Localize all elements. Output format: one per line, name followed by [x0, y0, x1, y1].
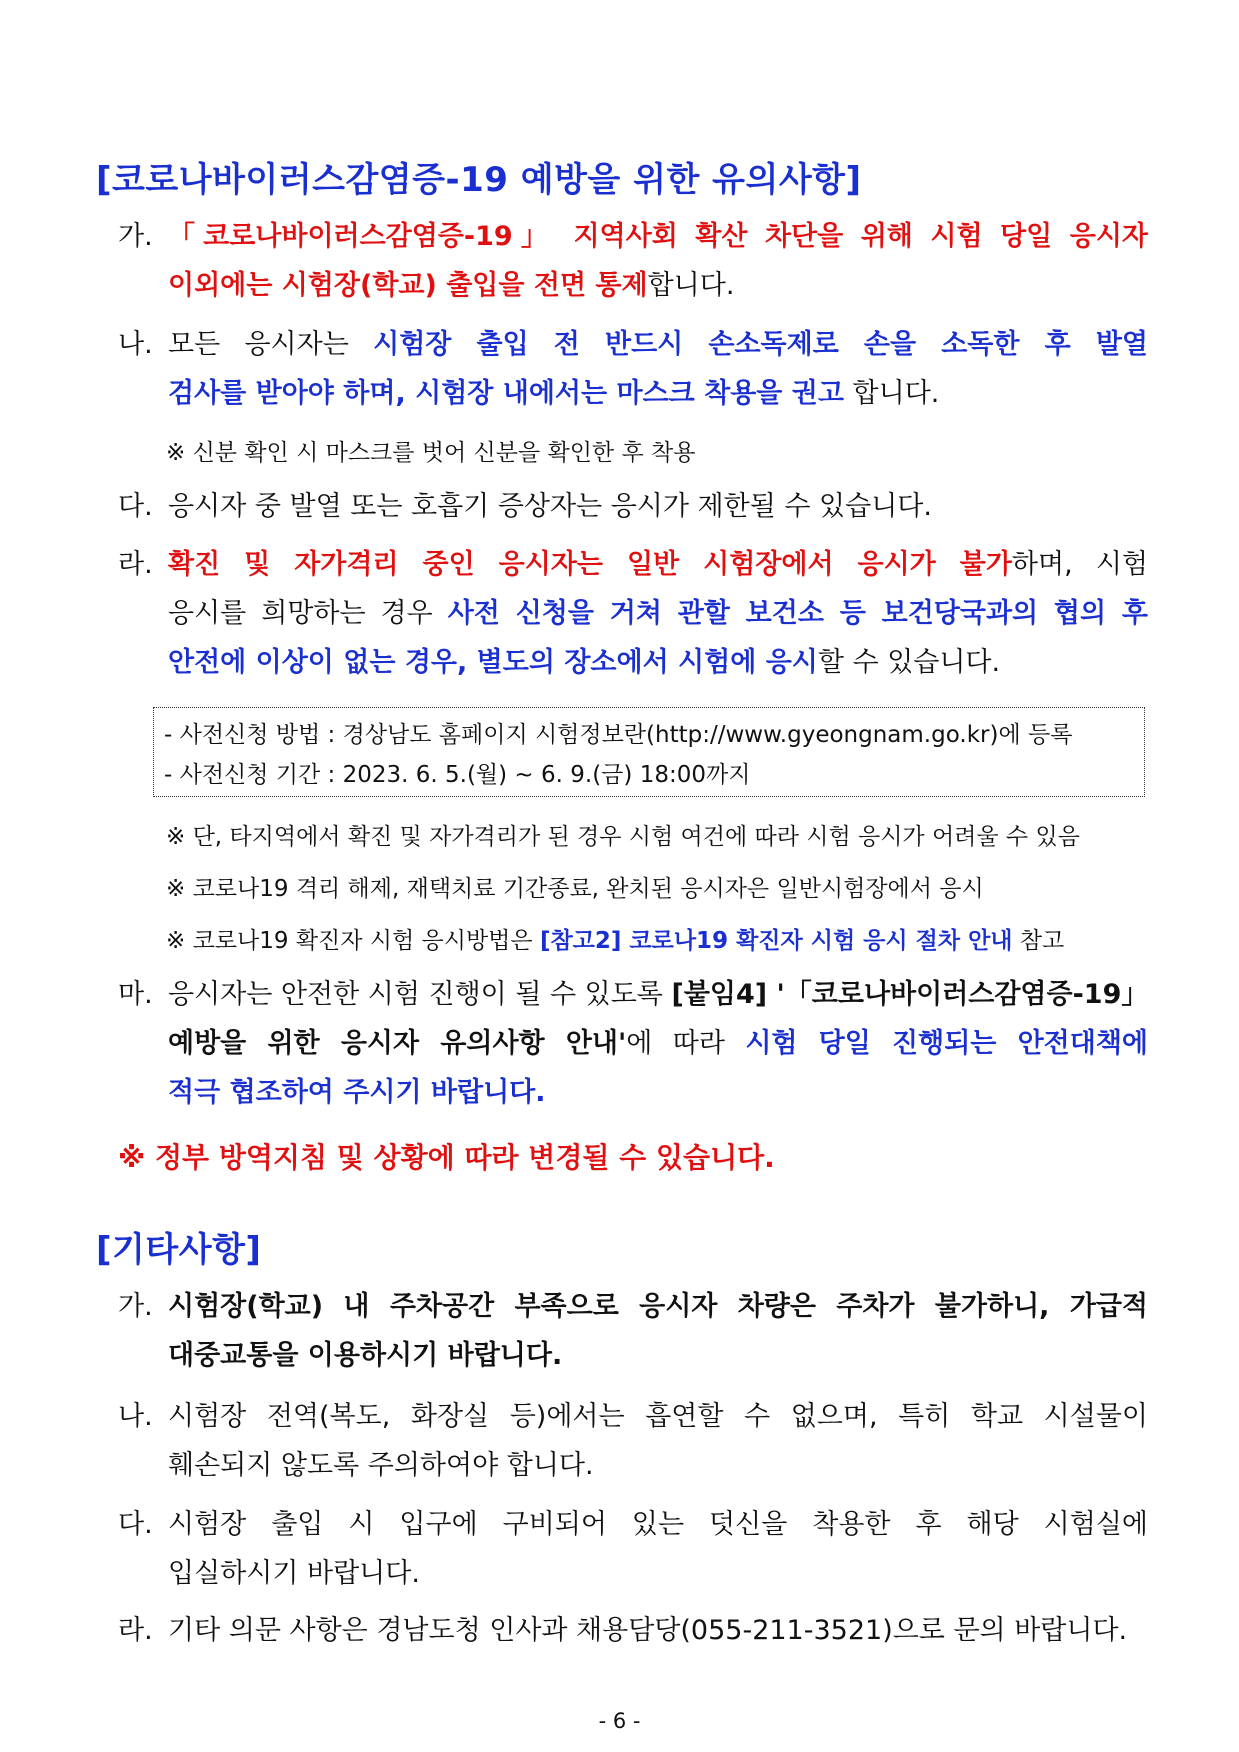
registration-period: - 사전신청 기간 : 2023. 6. 5.(월) ~ 6. 9.(금) 18:00까지 — [164, 762, 751, 788]
text-plain: 훼손되지 않도록 주의하여야 합니다. — [168, 1450, 594, 1481]
text-plain: 응시를 희망하는 경우 — [168, 598, 448, 629]
item-marker: 라. — [118, 549, 153, 580]
text-plain: 응시자는 안전한 시험 진행이 될 수 있도록 — [168, 979, 672, 1010]
text-bold: 예방을 위한 응시자 유의사항 안내' — [168, 1028, 627, 1059]
other-item-na — [118, 1392, 1148, 1490]
text-blue: 적극 협조하여 주시기 바랍니다. — [168, 1077, 546, 1108]
section-title-other: [기타사항] — [96, 1230, 262, 1270]
item-marker: 가. — [118, 1291, 153, 1322]
text-plain: 모든 응시자는 — [168, 329, 374, 360]
text-blue: 시험 당일 진행되는 안전대책에 — [745, 1028, 1149, 1059]
text-plain: 기타 의문 사항은 경남도청 인사과 채용담당(055-211-3521)으로 문의 바랍니다. — [168, 1615, 1128, 1646]
text-plain: 입실하시기 바랍니다. — [168, 1558, 420, 1589]
text-bold: 대중교통을 이용하시기 바랍니다. — [168, 1340, 563, 1371]
covid-note-3 — [166, 922, 1064, 955]
text-blue: [참고2] 코로나19 확진자 시험 응시 절차 안내 — [539, 928, 1013, 954]
covid-item-ga — [118, 212, 1148, 310]
text-blue: 검사를 받아야 하며, 시험장 내에서는 마스크 착용을 권고 — [168, 378, 844, 409]
item-marker: 다. — [118, 1509, 153, 1540]
other-item-da — [118, 1500, 1148, 1598]
covid-note-mask: ※ 신분 확인 시 마스크를 벗어 신분을 확인한 후 착용 — [166, 440, 696, 466]
covid-item-da — [118, 482, 1148, 531]
page-number: - 6 - — [598, 1709, 641, 1733]
item-marker: 가. — [118, 221, 153, 252]
covid-item-ma — [118, 970, 1148, 1117]
text-plain: 합니다. — [843, 378, 940, 409]
text-red: 이외에는 시험장(학교) 출입을 전면 통제 — [168, 270, 648, 301]
text-plain: 참고 — [1012, 928, 1065, 954]
text-bold: [붙임4] '「코로나바이러스감염증-19」 — [671, 979, 1149, 1010]
text-plain: 합니다. — [647, 270, 735, 301]
text-plain: 할 수 있습니다. — [817, 647, 1001, 678]
item-marker: 라. — [118, 1615, 153, 1646]
covid-item-na — [118, 320, 1148, 418]
section-title-covid: [코로나바이러스감염증-19 예방을 위한 유의사항] — [96, 160, 862, 200]
text-plain: ※ 코로나19 확진자 시험 응시방법은 — [166, 928, 540, 954]
text-blue: 안전에 이상이 없는 경우, 별도의 장소에서 시험에 응시 — [168, 647, 818, 678]
item-marker: 마. — [118, 979, 153, 1010]
text-plain: 시험장 전역(복도, 화장실 등)에서는 흡연할 수 없으며, 특히 학교 시설물이 — [168, 1401, 1148, 1432]
other-item-ra — [118, 1606, 1148, 1655]
covid-note-2: ※ 코로나19 격리 해제, 재택치료 기간종료, 완치된 응시자은 일반시험장에서 응시 — [166, 876, 984, 902]
item-marker: 다. — [118, 491, 153, 522]
covid-item-ra — [118, 540, 1148, 687]
text-blue: 사전 신청을 거쳐 관할 보건소 등 보건당국과의 협의 후 — [447, 598, 1148, 629]
registration-method: - 사전신청 방법 : 경상남도 홈페이지 시험정보란(http://www.gyeongnam.go.kr)에 등록 — [164, 722, 1073, 748]
text-plain: 응시자 중 발열 또는 호흡기 증상자는 응시가 제한될 수 있습니다. — [168, 491, 932, 522]
text-blue: 시험장 출입 전 반드시 손소독제로 손을 소독한 후 발열 — [373, 329, 1148, 360]
text-plain: 에 따라 — [626, 1028, 746, 1059]
covid-warning: ※ 정부 방역지침 및 상황에 따라 변경될 수 있습니다. — [118, 1141, 775, 1174]
covid-note-1: ※ 단, 타지역에서 확진 및 자가격리가 된 경우 시험 여건에 따라 시험 응시가 어려울 수 있음 — [166, 824, 1080, 850]
text-bold: 시험장(학교) 내 주차공간 부족으로 응시자 차량은 주차가 불가하니, 가급적 — [168, 1291, 1148, 1322]
pre-registration-box — [153, 707, 1145, 797]
text-plain: 하며, 시험 — [1011, 549, 1148, 580]
other-item-ga — [118, 1282, 1148, 1380]
text-plain: 시험장 출입 시 입구에 구비되어 있는 덧신을 착용한 후 해당 시험실에 — [168, 1509, 1148, 1540]
text-red: 「코로나바이러스감염증-19」 지역사회 확산 차단을 위해 시험 당일 응시자 — [168, 221, 1148, 252]
text-red: 확진 및 자가격리 중인 응시자는 일반 시험장에서 응시가 불가 — [168, 549, 1012, 580]
item-marker: 나. — [118, 1401, 153, 1432]
item-marker: 나. — [118, 329, 153, 360]
